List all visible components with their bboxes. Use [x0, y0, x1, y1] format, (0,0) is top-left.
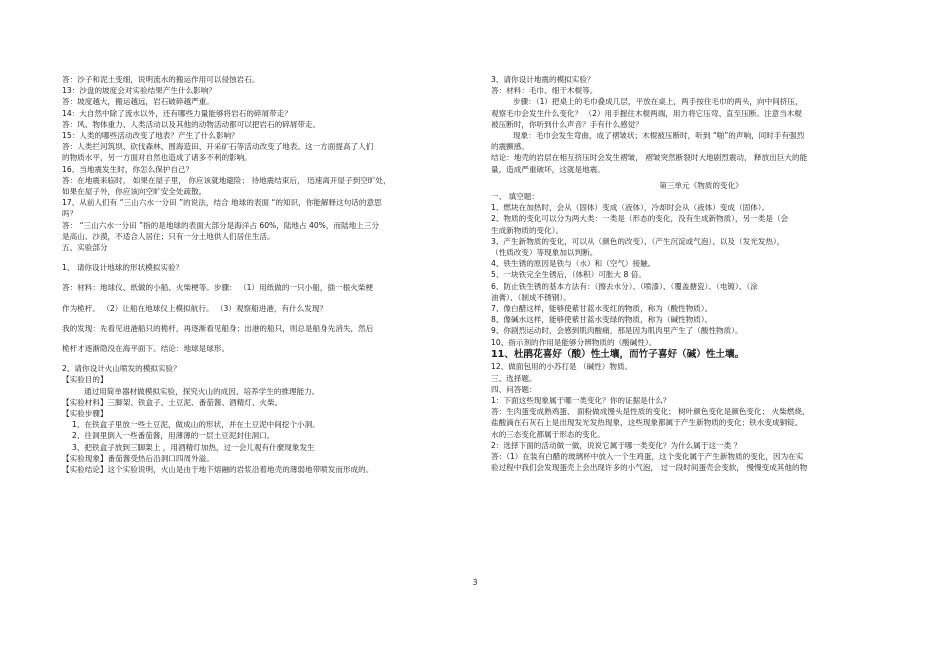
text-line: 桅杆才逐渐隐没在海平面下。结论：地球是球形。: [62, 344, 230, 354]
text-line: 3、把铁盒子放到三脚架上 ，用酒精灯加热，过一会儿观有什麼现象发生: [72, 442, 315, 452]
text-line: 7、像白醋这样，能够使紫甘蓝水变红的物质，称为（酸性物质）。: [491, 304, 713, 314]
text-line: 16、当地震发生时，你怎么保护自己？: [62, 164, 194, 174]
text-line: 3、请你设计地震的模拟实验？: [491, 75, 595, 84]
text-line-large: 11、杜鹃花喜好（酸）性土壤，而竹子喜好（碱）性土壤。: [491, 348, 745, 360]
text-line: 5、一块铁完全生锈后，（体积）可胀大 8 倍。: [491, 270, 646, 280]
text-line: 的震颤感。: [491, 142, 529, 152]
text-line: 4、铁生锈的原因是铁与（水）和（空气）接触。: [491, 259, 656, 269]
text-line: 2、请你设计火山喷发的模拟实验？: [62, 364, 181, 374]
text-line: 吗？: [62, 209, 78, 219]
text-line: 步骤：（1）把桌上的毛巾叠成几层，平放在桌上，两手按住毛巾的两头，向中间挤压，: [513, 97, 803, 107]
text-line: 答：（1）在装有白醋的玻璃杯中放入一个生鸡蛋，这个变化属于产生新物质的变化，因为在实: [491, 452, 804, 461]
text-line: 答：生肉蛋变成熟鸡蛋、 面粉做成馒头是性质的变化； 树叶颜色变化是颜色变化； 火柴燃烧、: [491, 407, 810, 417]
section-heading: 五、实验部分: [62, 243, 108, 253]
text-line: 15：人类的哪些活动改变了地表？产生了什么影响？: [62, 131, 239, 141]
text-line: 【实验步骤】: [62, 409, 108, 419]
text-line: 【实验现象】番茄酱受热后沿洞口四周外溢。: [62, 453, 214, 463]
text-line: 现象：毛巾会发生弯曲，成了褶皱状；木棍被压断时，听到 “啪”的声响，同时手有强烈: [513, 131, 805, 141]
text-line: 答：坡度越大，搬运越远，岩石破碎越严重。: [62, 97, 214, 107]
text-line: 观察毛巾会发生什么变化？ （2）用手握住木棍两端，用力将它压弯、直至压断。注意当木棍: [491, 108, 802, 118]
section-heading: 一、 填空题：: [491, 192, 539, 202]
text-line: 1：下面这些现象属于哪一类变化？你的证据是什么？: [491, 395, 671, 405]
text-line: 9、你剧烈运动时，会感到肌肉酸痛，那是因为肌肉里产生了（酸性物质）。: [491, 326, 743, 336]
text-line: 1、在铁盒子里放一些土豆泥，做成山的形状，并在土豆泥中间挖个小洞。: [72, 420, 320, 430]
text-line: 的物质水平，另一方面对自然也造成了诸多不利的影响。: [62, 153, 252, 163]
text-line: 答： “三山六水一分田 ”指的是地球的表面大部分是海洋占 60%，陆地占 40%，而陆地上三分: [62, 220, 380, 230]
section-heading: 三、选择题。: [491, 373, 537, 383]
text-line: 2：选择下面的活动做一做，说说它属于哪一类变化？为什么属于这一类 ？: [491, 440, 742, 450]
text-line: 生成新物质的变化）。: [491, 225, 564, 235]
text-line: 答：材料：地球仪、纸做的小船、火柴梗等。步骤： （1）用纸做的一只小船，插一根火柴梗: [62, 283, 373, 293]
text-line: 水的三态变化都属于形态的变化。: [491, 429, 605, 439]
text-line: 是高山、沙漠，不适合人居住；只有一分土地供人们居住生活。: [62, 231, 275, 241]
text-line: 【实验目的】: [62, 375, 108, 385]
text-line: 【实验结论】这个实验说明，火山是由于地下熔融的岩浆沿着地壳的薄弱地带喷发而形成的。: [62, 465, 374, 475]
text-line: 量，造成严重破坏，这就是地震。: [491, 164, 605, 174]
section-heading: 四、问答题：: [491, 384, 537, 394]
text-line: 结论：地壳的岩层在相互挤压时会发生褶皱， 褶皱突然断裂时大地剧烈震动， 释放出巨大的能: [491, 153, 808, 163]
text-line: 答：在地震来临时， 如果在屋子里， 你应该就地避险； 待地震结束后， 迅速离开屋子到空旷处，: [62, 175, 391, 185]
text-line: 被压断时，你听到什么声音？手有什么感觉？: [491, 119, 643, 129]
text-line: 8、像碱水这样，能够使紫甘蓝水变绿的物质，称为（碱性物质）。: [491, 315, 713, 325]
text-line: 答：人类拦河筑坝、砍伐森林、围海造田、开采矿石等活动改变了地表。这一方面提高了人们: [62, 142, 374, 152]
text-line: （性质改变）等现象加以判断。: [491, 248, 598, 258]
text-line: 盐酸滴在石灰石上是出现发光发热现象，这些现象都属于产生新物质的变化；铁水变成铜锭、: [491, 418, 803, 428]
text-line: 12、做面包用的小苏打是 （碱性）物质。: [491, 362, 633, 372]
text-line: 13：沙盘的坡度会对实验结果产生什么影响？: [62, 86, 216, 96]
left-column: [62, 74, 482, 475]
text-line: 作为桅杆。 （2）让船在地球仪上模拟航行。 （3）观察船进港，有什么发现？: [62, 303, 328, 313]
text-line: 14：大自然中除了流水以外，还有哪些力量能够将岩石的碎屑带走？: [62, 108, 292, 118]
text-line: 10、指示剂的作用是能够分辨物质的（酸碱性）。: [491, 337, 657, 347]
right-column: [491, 74, 911, 473]
text-line: 验过程中我们会发现蛋壳上会出现许多的小气泡， 过一段时间蛋壳会变软， 慢慢变成其他的物: [491, 463, 808, 473]
text-line: 2、物质的变化可以分为两大类：一类是（形态的变化，没有生成新物质），另一类是（会: [491, 214, 789, 224]
text-line: 3、产生新物质的变化，可以从（颜色的改变）、（产生沉淀或气泡）、以及（发光发热），: [491, 236, 785, 246]
text-line: 17、从前人们有 “三山六水一分田 ”的说法，结合 地球的表面 “的知识，你能解释这句话的意思: [62, 198, 382, 208]
text-line: 答：沙子和泥土变细，说明流水的搬运作用可以侵蚀岩石。: [62, 75, 260, 84]
unit-heading: 第三单元《物质的变化》: [659, 180, 743, 190]
page-number: 3: [472, 578, 478, 587]
text-line: 2、往洞里倒入一些番茄酱，用薄薄的一层土豆泥封住洞口。: [72, 431, 275, 441]
text-line: 通过用简单器材做模拟实验，探究火山的成因，培养学生的推理能力。: [84, 386, 320, 396]
text-line: 1、燃块在加热时，会从（固体）变成（液体），冷却时会从（液体）变成（固体）。: [491, 203, 770, 213]
text-line: 油膏）、（制成不锈钢）。: [491, 292, 571, 302]
text-line: 答：材料：毛巾、细干木棍等。: [491, 86, 598, 96]
text-line: 1、 请你设计地球的形状模拟实验？: [62, 263, 184, 273]
text-line: 我的发现：先看见进港船只的桅杆，再逐渐看见船身；出港的船只，则总是船身先消失，然后: [62, 323, 374, 333]
text-line: 6、防止铁生锈的基本方法有：（擦去水分）、（喷漆）、（覆盖搪瓷）、（电镀）、（涂: [491, 281, 758, 291]
text-line: 【实验材料】三脚架、铁盒子、土豆泥、番茄酱、酒精灯、火柴。: [62, 397, 283, 407]
text-line: 答：风、物体重力、人类活动以及其他的动物活动都可以把岩石的碎屑带走。: [62, 119, 321, 129]
text-line: 如果在屋子外，你应该向空旷安全处疏散。: [62, 187, 207, 197]
